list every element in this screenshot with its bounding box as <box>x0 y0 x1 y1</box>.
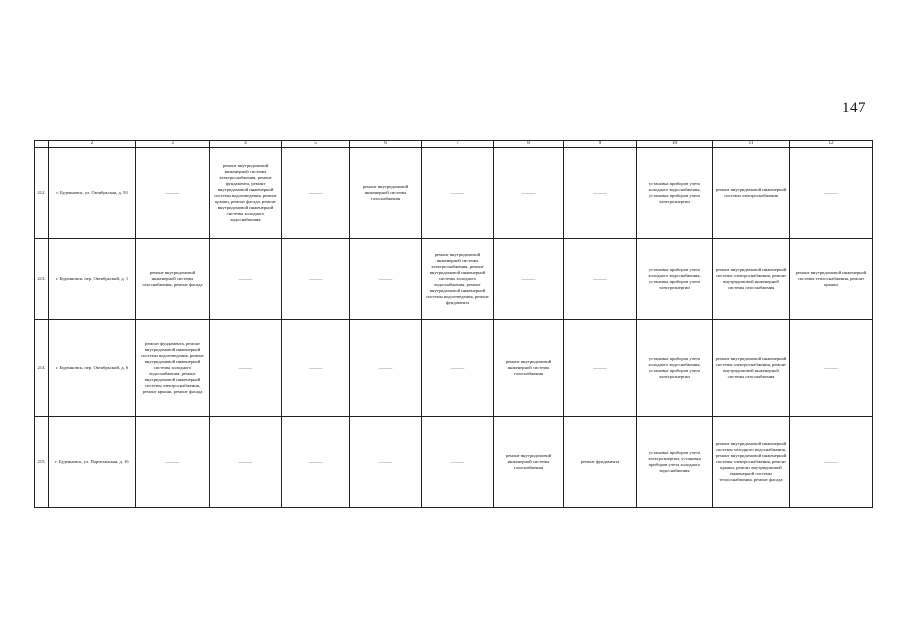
table-cell: ——— <box>350 239 422 320</box>
table-cell: ——— <box>282 239 350 320</box>
table-cell: ремонт внутридомовой инженерной системы электроснабжения, ремонт внутридомовой инженерной системы газоснабжения <box>713 320 790 417</box>
column-header: 11 <box>713 141 790 148</box>
column-header: 5 <box>282 141 350 148</box>
table-cell: установка приборов учета холодного водоснабжения, установка приборов учета электроэнергии <box>637 148 713 239</box>
column-header: 9 <box>564 141 637 148</box>
table-cell: ——— <box>136 417 210 508</box>
capital-repair-table <box>34 140 873 508</box>
table-cell: ——— <box>136 148 210 239</box>
table-cell: ремонт внутридомовой инженерной системы газоснабжения <box>350 148 422 239</box>
table-cell: ремонт внутридомовой инженерной системы холодного водоснабжения, ремонт внутридомовой инженерной системы электроснабжения, ремонт крыши, ремонт внутридомовой инженерной системы теплоснабжения, ремонт фасада <box>713 417 790 508</box>
table-cell: ——— <box>282 148 350 239</box>
table-cell: установка приборов учета холодного водоснабжения, установка приборов учета электроэнергии <box>637 239 713 320</box>
table-cell: ——— <box>790 320 873 417</box>
table-cell: ——— <box>564 320 637 417</box>
table-row <box>35 148 873 239</box>
column-header: 12 <box>790 141 873 148</box>
table-row <box>35 320 873 417</box>
table-cell: ——— <box>210 417 282 508</box>
table-cell: установка приборов учета электроэнергии, установка приборов учета холодного водоснабжения <box>637 417 713 508</box>
column-header <box>35 141 49 148</box>
address-cell: г. Буденновск, ул. Партизанская, д. 16 <box>49 417 136 508</box>
table-cell: ——— <box>494 148 564 239</box>
column-number-row <box>35 141 873 148</box>
table-cell: ——— <box>350 320 422 417</box>
table-cell: ремонт внутридомовой инженерной системы газоснабжения <box>494 320 564 417</box>
table-cell: ——— <box>350 417 422 508</box>
table-cell: ——— <box>422 320 494 417</box>
row-number: 214. <box>35 320 49 417</box>
column-header: 2 <box>49 141 136 148</box>
column-header: 6 <box>350 141 422 148</box>
table-cell: ремонт внутридомовой инженерной системы электроснабжения <box>713 148 790 239</box>
column-header: 8 <box>494 141 564 148</box>
page-number: 147 <box>842 100 866 116</box>
address-cell: г. Буденновск, ул. Октябрьская, д. 93 <box>49 148 136 239</box>
address-cell: г. Буденновск, пер. Октябрьский, д. 1 <box>49 239 136 320</box>
table-cell: ремонт внутридомовой инженерной системы электроснабжения, ремонт внутридомовой инженерной системы холодного водоснабжения, ремонт внутридомовой инженерной системы водоотведения, ремонт фундамента <box>422 239 494 320</box>
table-cell: ——— <box>790 148 873 239</box>
table-cell: ремонт внутридомовой инженерной системы электроснабжения, ремонт внутридомовой инженерной системы газоснабжения <box>713 239 790 320</box>
table-row <box>35 417 873 508</box>
address-cell: г. Буденновск, пер. Октябрьский, д. 6 <box>49 320 136 417</box>
row-number: 213. <box>35 239 49 320</box>
table-cell: ——— <box>494 239 564 320</box>
table-cell: ——— <box>790 417 873 508</box>
column-header: 10 <box>637 141 713 148</box>
table-cell: ремонт фундамента <box>564 417 637 508</box>
table-cell: установка приборов учета холодного водоснабжения, установка приборов учета электроэнергии <box>637 320 713 417</box>
column-header: 7 <box>422 141 494 148</box>
table-cell: ——— <box>564 239 637 320</box>
table-cell: ремонт внутридомовой инженерной системы газоснабжения <box>494 417 564 508</box>
column-header: 4 <box>210 141 282 148</box>
table-row <box>35 239 873 320</box>
row-number: 215. <box>35 417 49 508</box>
column-header: 3 <box>136 141 210 148</box>
table-cell: ——— <box>282 417 350 508</box>
table-cell: ремонт внутридомовой инженерной системы газоснабжения, ремонт фасада <box>136 239 210 320</box>
table-cell: ——— <box>210 239 282 320</box>
table-cell: ремонт внутридомовой инженерной системы теплоснабжения, ремонт крыши <box>790 239 873 320</box>
row-number: 212. <box>35 148 49 239</box>
table-cell: ремонт фундамента, ремонт внутридомовой инженерной системы водоотведения, ремонт внутридомовой инженерной системы холодного водоснабжения, ремонт внутридомовой инженерной системы электроснабжения, ремонт крыши, ремонт фасада <box>136 320 210 417</box>
table-cell: ——— <box>564 148 637 239</box>
table-cell: ——— <box>282 320 350 417</box>
table-cell: ——— <box>422 148 494 239</box>
table-cell: ремонт внутридомовой инженерной системы электроснабжения, ремонт фундамента, ремонт внутридомовой инженерной системы водоотведения, ремонт крыши, ремонт фасада, ремонт внутридомовой инженерной системы холодного водоснабжения <box>210 148 282 239</box>
table-cell: ——— <box>210 320 282 417</box>
table-cell: ——— <box>422 417 494 508</box>
